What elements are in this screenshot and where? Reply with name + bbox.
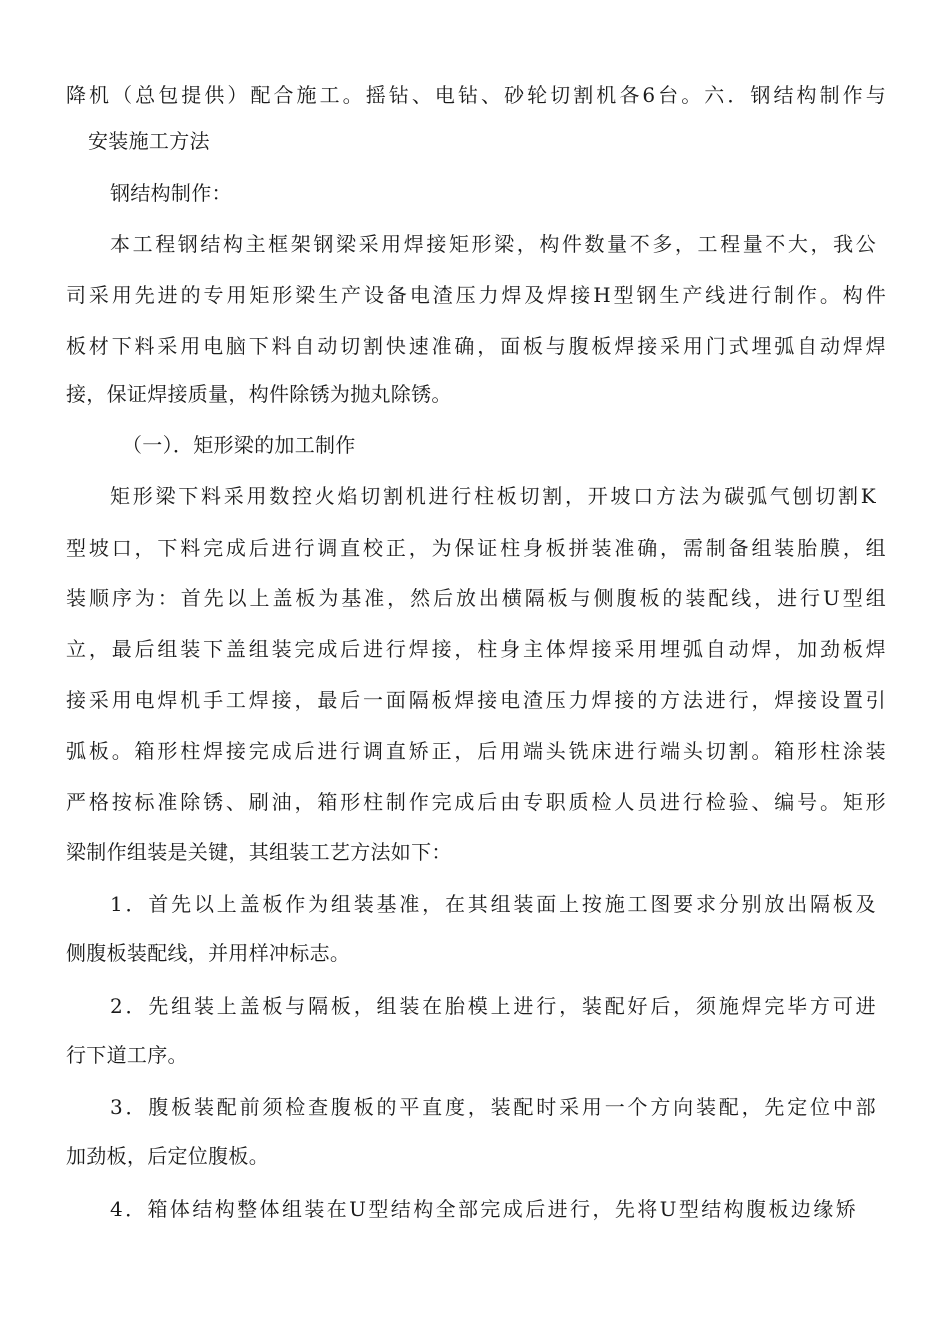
text-line: 钢结构制作：	[110, 181, 232, 205]
text-line: 严格按标准除锈、刷油，箱形柱制作完成后由专职质检人员进行检验、编号。矩形	[66, 790, 886, 814]
list-item-2: 2．先组装上盖板与隔板，组装在胎模上进行，装配好后，须施焊完毕方可进	[110, 994, 876, 1018]
text-line: 装顺序为：首先以上盖板为基准，然后放出横隔板与侧腹板的装配线，进行U型组	[66, 586, 886, 610]
list-item-3: 3．腹板装配前须检查腹板的平直度，装配时采用一个方向装配，先定位中部	[110, 1095, 876, 1119]
section-heading: （一）．矩形梁的加工制作	[122, 433, 356, 457]
list-item-1: 1．首先以上盖板作为组装基准，在其组装面上按施工图要求分别放出隔板及	[110, 892, 876, 916]
text-line: 接，保证焊接质量，构件除锈为抛丸除锈。	[66, 382, 452, 406]
text-line: 行下道工序。	[66, 1043, 188, 1067]
text-line: 加劲板，后定位腹板。	[66, 1144, 269, 1168]
text-line: 司采用先进的专用矩形梁生产设备电渣压力焊及焊接H型钢生产线进行制作。构件	[66, 283, 886, 307]
list-item-4: 4．箱体结构整体组装在U型结构全部完成后进行，先将U型结构腹板边缘矫	[110, 1197, 856, 1221]
text-line: 板材下料采用电脑下料自动切割快速准确，面板与腹板焊接采用门式埋弧自动焊焊	[66, 334, 886, 358]
text-line: 侧腹板装配线，并用样冲标志。	[66, 941, 351, 965]
text-line: 立，最后组装下盖组装完成后进行焊接，柱身主体焊接采用埋弧自动焊，加劲板焊	[66, 637, 886, 661]
text-line: 弧板。箱形柱焊接完成后进行调直矫正，后用端头铣床进行端头切割。箱形柱涂装	[66, 739, 886, 763]
text-line: 安装施工方法	[88, 129, 210, 153]
text-line: 本工程钢结构主框架钢梁采用焊接矩形梁，构件数量不多，工程量不大，我公	[110, 232, 876, 256]
text-line: 降机（总包提供）配合施工。摇钻、电钻、砂轮切割机各6台。六．钢结构制作与	[66, 83, 886, 107]
text-line: 型坡口，下料完成后进行调直校正，为保证柱身板拼装准确，需制备组装胎膜，组	[66, 536, 886, 560]
text-line: 梁制作组装是关键，其组装工艺方法如下：	[66, 840, 452, 864]
text-line: 接采用电焊机手工焊接，最后一面隔板焊接电渣压力焊接的方法进行，焊接设置引	[66, 688, 886, 712]
text-line: 矩形梁下料采用数控火焰切割机进行柱板切割，开坡口方法为碳弧气刨切割K	[110, 484, 876, 508]
